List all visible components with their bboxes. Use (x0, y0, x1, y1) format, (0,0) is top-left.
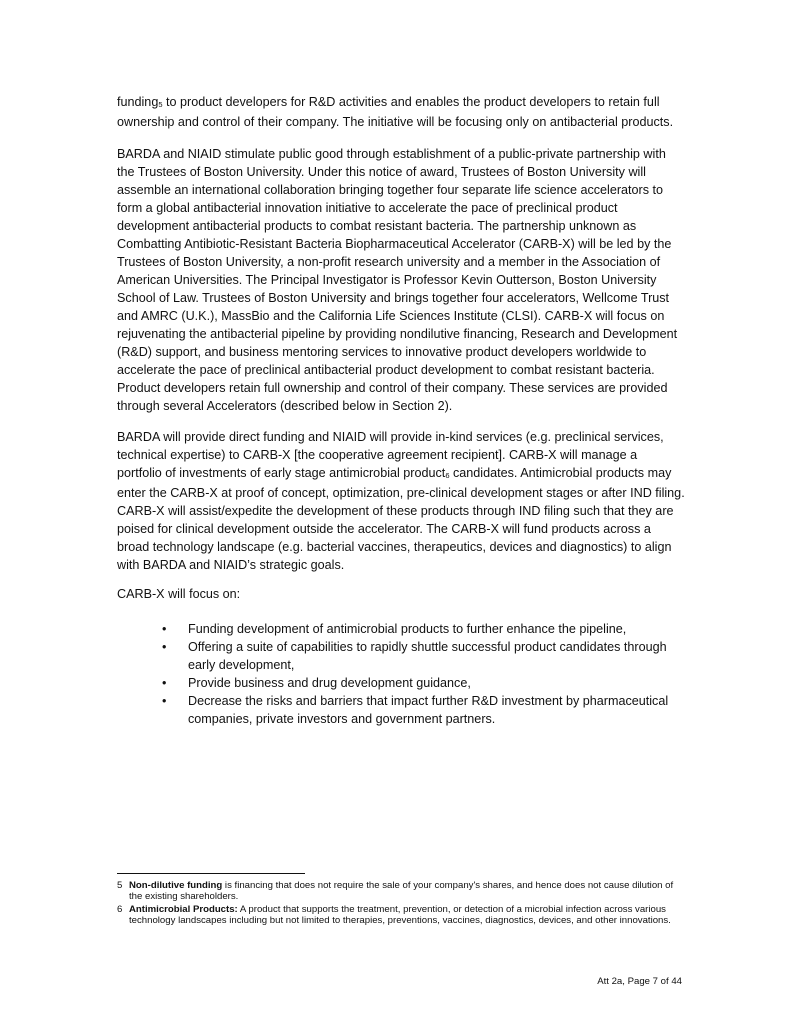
footnote-text: A product that supports the treatment, prevention, or detection of a microbial infection across various technology landscapes including but not limited to therapies, preventions, vaccines, diagnostics, devices, and other innovations. (129, 903, 671, 927)
footnote-ref-6[interactable]: 6 (445, 471, 450, 480)
footnote-6 (117, 904, 687, 927)
paragraph-funding-continuation (117, 93, 685, 131)
page-footer: Att 2a, Page 7 of 44 (597, 976, 682, 987)
list-item-text: Decrease the risks and barriers that impact further R&D investment by pharmaceutical companies, private investors and government partners. (188, 694, 669, 726)
list-item-text: Funding development of antimicrobial products to further enhance the pipeline, (188, 622, 627, 636)
bullet-icon: • (162, 622, 167, 636)
list-item (160, 692, 680, 728)
list-item-text: Offering a suite of capabilities to rapidly shuttle successful product candidates through early development, (188, 640, 667, 672)
footnote-5 (117, 880, 687, 903)
paragraph-text: BARDA will provide direct funding and NIAID will provide in-kind services (e.g. preclinical services, technical expertise) to CARB-X [the cooperative agreement recipient]. CARB-X will manage a portfolio of investments of early stage antimicrobial product (117, 430, 664, 480)
list-item-text: Provide business and drug development guidance, (188, 676, 471, 690)
paragraph-text: funding (117, 95, 159, 109)
paragraph-text: to product developers for R&D activities and enables the product developers to retain full ownership and control of their company. The initiative will be focusing only on antibacterial products. (117, 95, 674, 129)
paragraph-text: candidates. Antimicrobial products may enter the CARB-X at proof of concept, optimization, pre-clinical development stages or after IND filing. CARB-X will assist/expedite the development of these products through IND filing such that they are poised for clinical development outside the accelerator. The CARB-X will fund products across a broad technology landscape (e.g. bacterial vaccines, therapeutics, devices and diagnostics) to align with BARDA and NIAID’s strategic goals. (117, 466, 685, 572)
footnote-term: Antimicrobial Products: (129, 903, 238, 915)
footnote-term: Non-dilutive funding (129, 880, 223, 891)
footnote-text: is financing that does not require the sale of your company's shares, and hence does not cause dilution of the existing shareholders. (129, 880, 674, 903)
paragraph-text: CARB-X will focus on: (117, 587, 241, 601)
paragraph-partnership (117, 145, 685, 415)
bullet-icon: • (162, 640, 167, 654)
list-item (160, 620, 680, 638)
footnote-number: 6 (117, 903, 123, 915)
paragraph-text: BARDA and NIAID stimulate public good through establishment of a public-private partnership with the Trustees of Boston University. Under this notice of award, Trustees of Boston University will assemble an international collaboration bringing together four separate life science accelerators to form a global antibacterial innovation initiative to accelerate the pace of preclinical product development antibacterial products to combat resistant bacteria. The partnership unknown as Combatting Antibiotic-Resistant Bacteria Biopharmaceutical Accelerator (CARB-X) will be led by the Trustees of Boston University, a non-profit research university and a member in the Association of American Universities. The Principal Investigator is Professor Kevin Outterson, Boston University School of Law. Trustees of Boston University and brings together four accelerators, Wellcome Trust and AMRC (U.K.), MassBio and the California Life Sciences Institute (CLSI). CARB-X will focus on rejuvenating the antibacterial pipeline by providing nondilutive financing, Research and Development (R&D) support, and business mentoring services to innovative product developers worldwide to accelerate the pace of preclinical antibacterial product development to combat resistant bacteria. Product developers retain full ownership and control of their company. These services are provided through several Accelerators (described below in Section 2). (117, 147, 678, 413)
bullet-icon: • (162, 694, 167, 708)
footnote-ref-5[interactable]: 5 (158, 100, 163, 109)
footnote-number: 5 (117, 880, 123, 891)
footnotes (117, 880, 687, 928)
paragraph-barda-funding (117, 428, 685, 574)
paragraph-focus-intro (117, 585, 685, 603)
focus-bullet-list (160, 620, 680, 728)
list-item (160, 638, 680, 674)
bullet-icon: • (162, 676, 167, 690)
footnote-separator (117, 873, 305, 874)
list-item (160, 674, 680, 692)
